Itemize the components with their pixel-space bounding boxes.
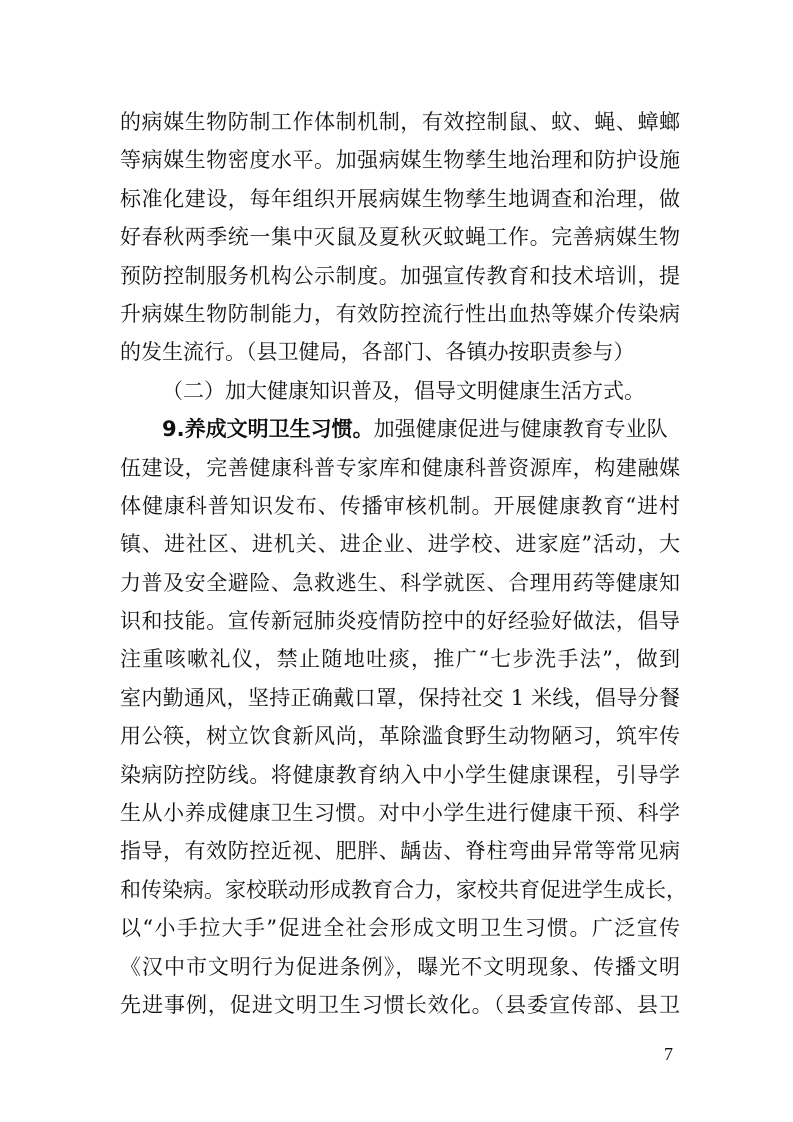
text-line: 的病媒生物防制工作体制机制，有效控制鼠、蚊、蝇、蟑螂 [120, 110, 680, 134]
text-line-rest: 加强健康促进与健康教育专业队 [373, 417, 668, 442]
text-line: 体健康科普知识发布、传播审核机制。开展健康教育“进村 [120, 493, 680, 518]
text-line: 室内勤通风，坚持正确戴口罩，保持社交 1 米线，倡导分餐 [120, 685, 680, 710]
page-number: 7 [664, 1044, 673, 1064]
item-title: 9.养成文明卫生习惯。 [162, 417, 374, 442]
text-line: 等病媒生物密度水平。加强病媒生物孳生地治理和防护设施 [120, 148, 680, 173]
text-line: 和传染病。家校联动形成教育合力，家校共育促进学生成长， [120, 877, 687, 902]
paragraph-lead-line [120, 410, 680, 448]
text-line: 力普及安全避险、急救逃生、科学就医、合理用药等健康知 [120, 570, 680, 595]
text-line: 生从小养成健康卫生习惯。对中小学生进行健康干预、科学 [120, 801, 680, 826]
text-line: 先进事例，促进文明卫生习惯长效化。（县委宣传部、县卫 [120, 992, 680, 1017]
text-line: 好春秋两季统一集中灭鼠及夏秋灭蚊蝇工作。完善病媒生物 [120, 225, 680, 250]
text-line: 《汉中市文明行为促进条例》，曝光不文明现象、传播文明 [120, 954, 680, 979]
text-line: 染病防控防线。将健康教育纳入中小学生健康课程，引导学 [120, 762, 680, 787]
text-line: 识和技能。宣传新冠肺炎疫情防控中的好经验好做法，倡导 [120, 609, 680, 634]
text-line: 以“小手拉大手”促进全社会形成文明卫生习惯。广泛宣传 [120, 916, 680, 941]
text-line: 标准化建设，每年组织开展病媒生物孳生地调查和治理，做 [120, 186, 680, 211]
text-line: 指导，有效防控近视、肥胖、龋齿、脊柱弯曲异常等常见病 [120, 839, 680, 864]
text-line: 预防控制服务机构公示制度。加强宣传教育和技术培训，提 [120, 263, 680, 288]
text-line: 镇、进社区、进机关、进企业、进学校、进家庭”活动，大 [120, 532, 680, 557]
body-text [120, 103, 687, 1024]
text-line: 注重咳嗽礼仪，禁止随地吐痰，推广“七步洗手法”，做到 [120, 647, 680, 672]
text-line: 伍建设，完善健康科普专家库和健康科普资源库，构建融媒 [120, 455, 680, 480]
section-heading: （二）加大健康知识普及，倡导文明健康生活方式。 [162, 378, 645, 403]
text-line: 升病媒生物防制能力，有效防控流行性出血热等媒介传染病 [120, 301, 680, 326]
text-line: 用公筷，树立饮食新风尚，革除滥食野生动物陋习，筑牢传 [120, 724, 680, 749]
text-line: 的发生流行。（县卫健局，各部门、各镇办按职责参与） [120, 340, 635, 365]
